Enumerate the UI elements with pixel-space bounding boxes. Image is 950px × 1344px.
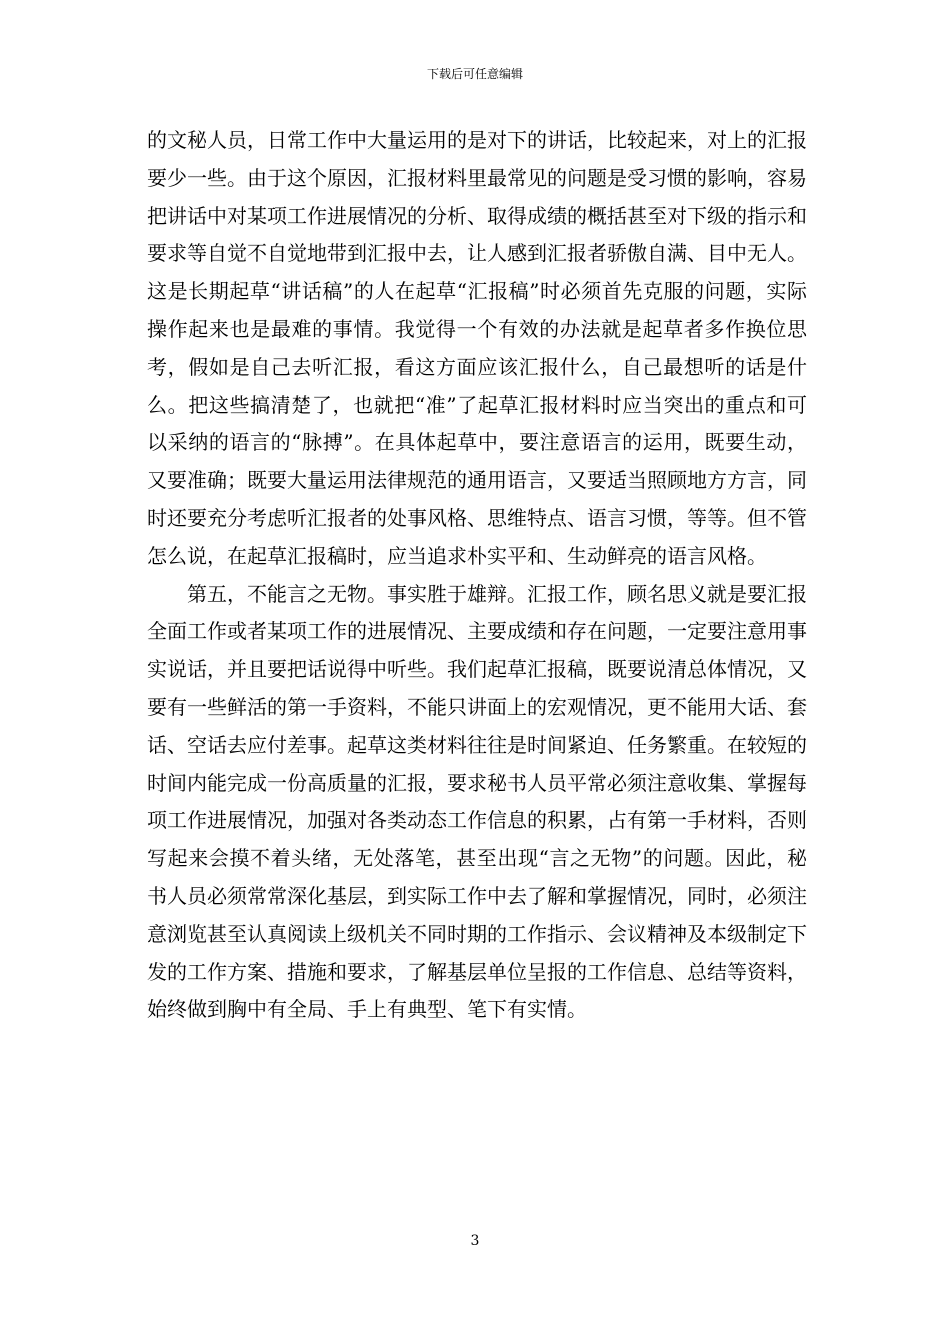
header-text: 下载后可任意编辑 — [426, 67, 523, 81]
page-number: 3 — [470, 1233, 480, 1249]
paragraph-fifth-point: 第五，不能言之无物。事实胜于雄辩。汇报工作，顾名思义就是要汇报全面工作或者某项工作的进展情况、主要成绩和存在问题，一定要注意用事实说话，并且要把话说得中听些。我们起草汇报稿，既要说清总体情况，又要有一些鲜活的第一手资料，不能只讲面上的宏观情况，更不能用大话、套话、空话去应付差事。起草这类材料往往是时间紧迫、任务繁重。在较短的时间内能完成一份高质量的汇报，要求秘书人员平常必须注意收集、掌握每项工作进展情况，加强对各类动态工作信息的积累，占有第一手材料，否则写起来会摸不着头绪，无处落笔，甚至出现“言之无物”的问题。因此，秘书人员必须常常深化基层，到实际工作中去了解和掌握情况，同时，必须注意浏览甚至认真阅读上级机关不同时期的工作指示、会议精神及本级制定下发的工作方案、措施和要求，了解基层单位呈报的工作信息、总结等资料，始终做到胸中有全局、手上有典型、笔下有实情。 — [147, 581, 807, 1022]
document-body — [147, 122, 807, 1029]
paragraph-continuation: 的文秘人员，日常工作中大量运用的是对下的讲话，比较起来，对上的汇报要少一些。由于这个原因，汇报材料里最常见的问题是受习惯的影响，容易把讲话中对某项工作进展情况的分析、取得成绩的概括甚至对下级的指示和要求等自觉不自觉地带到汇报中去，让人感到汇报者骄傲自满、目中无人。这是长期起草“讲话稿”的人在起草“汇报稿”时必须首先克服的问题，实际操作起来也是最难的事情。我觉得一个有效的办法就是起草者多作换位思考，假如是自己去听汇报，看这方面应该汇报什么，自己最想听的话是什么。把这些搞清楚了，也就把“准”了起草汇报材料时应当突出的重点和可以采纳的语言的“脉搏”。在具体起草中，要注意语言的运用，既要生动，又要准确；既要大量运用法律规范的通用语言，又要适当照顾地方方言，同时还要充分考虑听汇报者的处事风格、思维特点、语言习惯，等等。但不管怎么说，在起草汇报稿时，应当追求朴实平和、生动鲜亮的语言风格。 — [147, 128, 807, 568]
page-header — [0, 66, 950, 82]
